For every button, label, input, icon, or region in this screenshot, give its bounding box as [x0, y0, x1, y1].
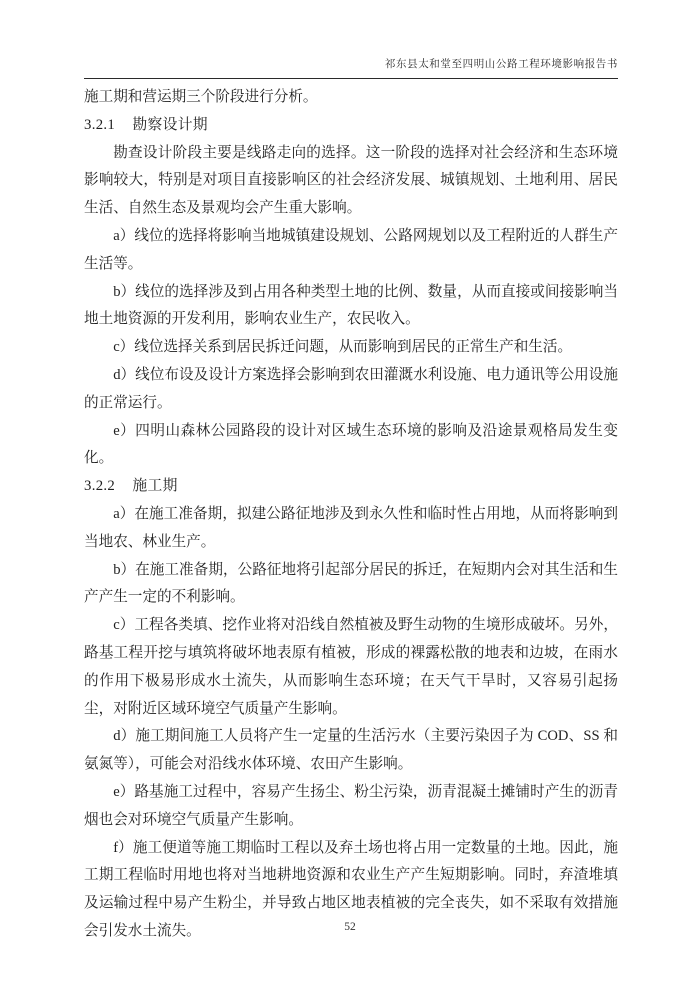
section-number: 3.2.1 [84, 116, 116, 133]
paragraph: f）施工便道等施工期临时工程以及弃土场也将占用一定数量的土地。因此，施工期工程临时用地也将对当地耕地资源和农业生产产生短期影响。同时，弃渣堆填及运输过程中易产生粉尘，并导致占地区地表植被的完全丧失，如不采取有效措施会引发水土流失。 [84, 839, 618, 939]
paragraph: 施工期和营运期三个阶段进行分析。 [84, 89, 318, 105]
page-number: 52 [344, 921, 356, 933]
page-footer [0, 921, 700, 933]
paragraph: e）四明山森林公园路段的设计对区域生态环境的影响及沿途景观格局发生变化。 [84, 422, 618, 467]
section-heading-3-2-2 [84, 473, 618, 501]
paragraph: e）路基施工过程中，容易产生扬尘、粉尘污染，沥青混凝土摊铺时产生的沥青烟也会对环境空气质量产生影响。 [84, 783, 618, 828]
header-title: 祁东县太和堂至四明山公路工程环境影响报告书 [384, 59, 618, 70]
document-body [84, 84, 618, 946]
page-header [84, 56, 618, 79]
section-title: 施工期 [132, 478, 178, 495]
section-heading-3-2-1 [84, 112, 618, 140]
paragraph: a）在施工准备期，拟建公路征地涉及到永久性和临时性占用地，从而将影响到当地农、林业生产。 [84, 505, 618, 550]
section-number: 3.2.2 [84, 478, 116, 495]
paragraph: a）线位的选择将影响当地城镇建设规划、公路网规划以及工程附近的人群生产生活等。 [84, 227, 618, 272]
paragraph: b）在施工准备期，公路征地将引起部分居民的拆迁，在短期内会对其生活和生产产生一定的不利影响。 [84, 561, 618, 606]
paragraph: c）线位选择关系到居民拆迁问题，从而影响到居民的正常生产和生活。 [113, 339, 573, 356]
paragraph: 勘查设计阶段主要是线路走向的选择。这一阶段的选择对社会经济和生态环境影响较大，特别是对项目直接影响区的社会经济发展、城镇规划、土地利用、居民生活、自然生态及景观均会产生重大影响。 [84, 144, 618, 217]
paragraph: d）线位布设及设计方案选择会影响到农田灌溉水利设施、电力通讯等公用设施的正常运行。 [84, 366, 618, 411]
paragraph: b）线位的选择涉及到占用各种类型土地的比例、数量，从而直接或间接影响当地土地资源的开发利用，影响农业生产，农民收入。 [84, 283, 618, 328]
section-title: 勘察设计期 [132, 116, 208, 133]
paragraph: d）施工期间施工人员将产生一定量的生活污水（主要污染因子为 COD、SS 和氨氮等），可能会对沿线水体环境、农田产生影响。 [84, 728, 618, 773]
paragraph: c）工程各类填、挖作业将对沿线自然植被及野生动物的生境形成破坏。另外，路基工程开挖与填筑将破坏地表原有植被，形成的裸露松散的地表和边坡，在雨水的作用下极易形成水土流失，从而影响生态环境；在天气干旱时，又容易引起扬尘，对附近区域环境空气质量产生影响。 [84, 617, 618, 717]
